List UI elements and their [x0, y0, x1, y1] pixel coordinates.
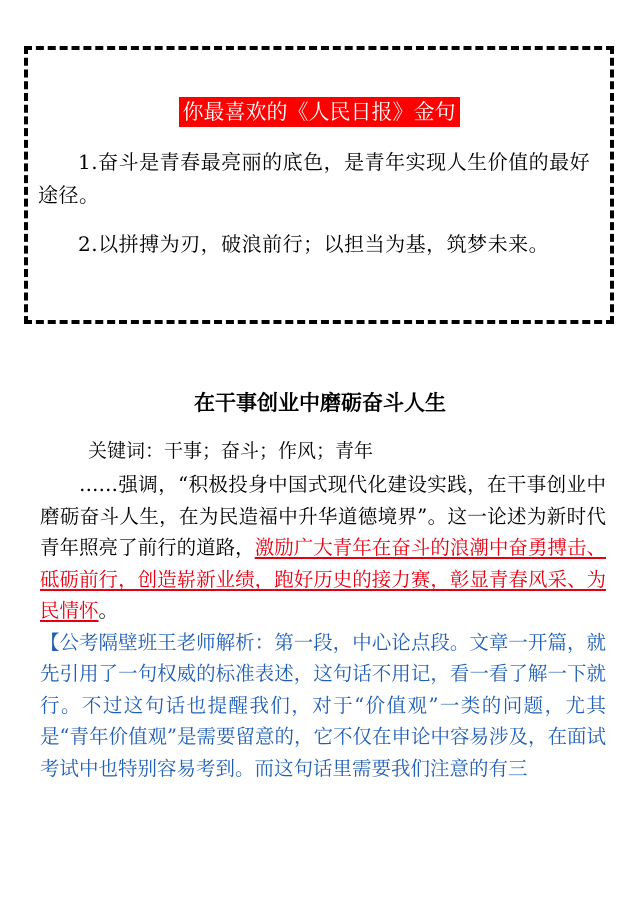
paragraph-highlight-3: ，彰显青春风采、为民情怀	[40, 567, 606, 622]
quote-1: 1.奋斗是青春最亮丽的底色，是青年实现人生价值的最好途径。	[38, 150, 591, 207]
quote-2: 2.以拼搏为刃，破浪前行；以担当为基，筑梦未来。	[78, 232, 550, 256]
quote-box	[24, 46, 614, 324]
quote-box-header-wrap	[28, 97, 610, 127]
teacher-analysis: 【公考隔壁班王老师解析：第一段，中心论点段。文章一开篇，就先引用了一句权威的标准表述，这句话不用记，看一看了解一下就行。不过这句话也提醒我们，对于“价值观”一类的问题，尤其是“青年价值观”是需要留意的，它不仅在申论中容易涉及，在面试考试中也特别容易考到。而这句话里需要我们注意的有三	[40, 630, 606, 780]
paragraph-intro: ……强调，“积极投身中国式现代化建设实践，在干事创业中磨砺奋斗人生，在为民造福中升华道德境界”。这一论述为新时代青年照亮了前行的道路，	[40, 473, 606, 559]
article-paragraph	[40, 469, 606, 784]
paragraph-end: 。	[98, 599, 119, 622]
article-keywords: 关键词：干事；奋斗；作风；青年	[88, 440, 374, 462]
article-title: 在干事创业中磨砺奋斗人生	[194, 391, 446, 415]
paragraph-highlight-1: 激励广大青年在奋斗的浪潮中奋勇搏击、砥砺前行，创造崭新业绩，	[40, 536, 606, 591]
quote-box-header: 你最喜欢的《人民日报》金句	[179, 97, 460, 127]
paragraph-highlight-2: 跑好历史的接力赛	[274, 567, 431, 591]
